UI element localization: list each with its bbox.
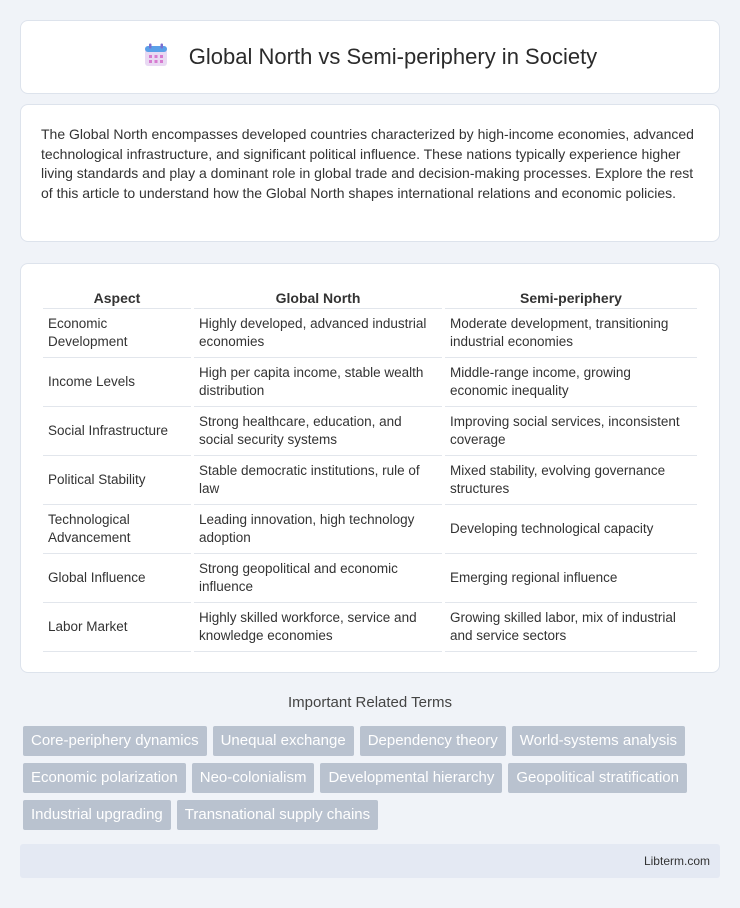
table-cell-semi-periphery: Emerging regional influence [445,554,697,603]
footer [20,844,720,878]
calendar-grid-icon [143,42,169,73]
related-term-tag[interactable]: Neo-colonialism [192,763,315,793]
table-cell-global-north: Highly skilled workforce, service and knowledge economies [194,603,442,652]
table-row [43,358,697,407]
table-row [43,603,697,652]
related-term-tag[interactable]: Geopolitical stratification [508,763,687,793]
table-row [43,407,697,456]
table-cell-aspect: Political Stability [43,456,191,505]
column-header-semi-periphery: Semi-periphery [445,284,697,309]
table-cell-semi-periphery: Moderate development, transitioning industrial economies [445,309,697,358]
table-cell-aspect: Income Levels [43,358,191,407]
table-cell-aspect: Labor Market [43,603,191,652]
comparison-table-card [20,263,720,673]
table-cell-aspect: Global Influence [43,554,191,603]
table-cell-aspect: Economic Development [43,309,191,358]
intro-text: The Global North encompasses developed countries characterized by high-income economies, advanced technological infrastructure, and significant political influence. These nations typically experience higher living standards and play a dominant role in global trade and decision-making processes. Explore the rest of this article to understand how the Global North shapes international relations and economic policies. [41,126,694,201]
header-card [20,20,720,94]
table-cell-semi-periphery: Developing technological capacity [445,505,697,554]
related-term-tag[interactable]: Core-periphery dynamics [23,726,207,756]
related-term-tag[interactable]: Dependency theory [360,726,506,756]
table-cell-global-north: Strong healthcare, education, and social security systems [194,407,442,456]
intro-card [20,104,720,242]
table-cell-semi-periphery: Improving social services, inconsistent coverage [445,407,697,456]
footer-brand-link[interactable]: Libterm.com [643,854,710,868]
comparison-table [40,284,700,652]
table-cell-aspect: Technological Advancement [43,505,191,554]
table-cell-global-north: Stable democratic institutions, rule of law [194,456,442,505]
page-title: Global North vs Semi-periphery in Society [188,44,598,69]
related-term-tag[interactable]: World-systems analysis [512,726,685,756]
table-cell-global-north: Leading innovation, high technology adoption [194,505,442,554]
table-row [43,456,697,505]
related-term-tag[interactable]: Industrial upgrading [23,800,171,830]
table-row [43,554,697,603]
table-cell-semi-periphery: Mixed stability, evolving governance structures [445,456,697,505]
related-terms-title: Important Related Terms [288,694,452,711]
related-term-tag[interactable]: Economic polarization [23,763,186,793]
table-cell-global-north: Highly developed, advanced industrial economies [194,309,442,358]
table-cell-global-north: Strong geopolitical and economic influence [194,554,442,603]
column-header-global-north: Global North [194,284,442,309]
table-row [43,309,697,358]
related-term-tag[interactable]: Transnational supply chains [177,800,378,830]
table-cell-semi-periphery: Growing skilled labor, mix of industrial and service sectors [445,603,697,652]
related-terms-list [23,726,723,830]
related-term-tag[interactable]: Unequal exchange [213,726,354,756]
table-header-row [43,284,697,309]
column-header-aspect: Aspect [43,284,191,309]
table-cell-semi-periphery: Middle-range income, growing economic inequality [445,358,697,407]
table-cell-global-north: High per capita income, stable wealth distribution [194,358,442,407]
table-row [43,505,697,554]
table-cell-aspect: Social Infrastructure [43,407,191,456]
related-term-tag[interactable]: Developmental hierarchy [320,763,502,793]
